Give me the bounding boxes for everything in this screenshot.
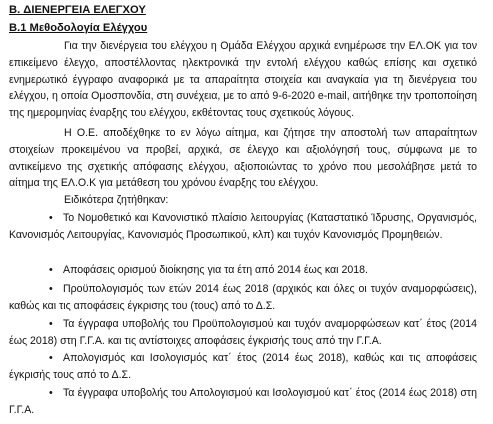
list-item <box>9 281 477 315</box>
list-item-text: Προϋπολογισμός των ετών 2014 έως 2018 (αρχικός και όλες οι τυχόν αναμορφώσεις), καθώς και τις αποφάσεις έγκρισης του (τους) από το Δ.Σ. <box>9 283 477 312</box>
list-item <box>9 316 477 350</box>
list-item-text: Το Νομοθετικό και Κανονιστικό πλαίσιο λειτουργίας (Καταστατικό Ίδρυσης, Οργανισμός, Κανονισμός Λειτουργίας, Κανονισμός Προσωπικού, κλπ) και τυχόν Κανονισμός Προμηθειών. <box>9 212 477 241</box>
paragraph-requested: Ειδικότερα ζητήθηκαν: <box>64 194 169 206</box>
subsection-title: B.1 Μεθοδολογία Ελέγχου <box>9 22 148 34</box>
paragraph-acceptance: Η Ο.Ε. αποδέχθηκε το εν λόγω αίτημα, και ζήτησε την αποστολή των απαραίτητων στοιχείων προκειμένου να προβεί, αρχικά, σε έλεγχο και αξιολόγησή τους, σύμφωνα με το αντικείμενο της σχετικής απόφασης ελέγχου, αξιοποιώντας το χρόνο που μεσολάβησε μετά το αίτημα της ΕΛ.Ο.Κ για μετάθεση του χρόνου έναρξης του ελέγχου. <box>9 127 477 190</box>
list-item <box>9 262 477 279</box>
list-item-text: Τα έγγραφα υποβολής του Απολογισμού και Ισολογισμού κατ΄ έτος (2014 έως 2018) στη Γ.Γ.Α. <box>9 387 477 416</box>
bullet-icon: • <box>49 264 53 276</box>
bullet-icon: • <box>49 387 53 399</box>
list-item <box>9 210 477 244</box>
list-item-text: Απολογισμός και Ισολογισμός κατ΄ έτος (2014 έως 2018), καθώς και τις αποφάσεις έγκρισής τους από το Δ.Σ. <box>9 352 477 381</box>
section-title: B. ΔΙΕΝΕΡΓΕΙΑ ΕΛΕΓΧΟΥ <box>9 4 146 16</box>
bullet-icon: • <box>49 283 53 295</box>
list-item <box>9 385 477 419</box>
bullet-icon: • <box>49 212 53 224</box>
paragraph-intro: Για την διενέργεια του ελέγχου η Ομάδα Ελέγχου αρχικά ενημέρωσε την ΕΛ.ΟΚ για τον επικείμενο έλεγχο, αποστέλλοντας ηλεκτρονικά την εντολή ελέγχου καθώς επίσης και σχετικό ενημερωτικό έγγραφο αναφορικά με τα απαραίτητα στοιχεία και αναγκαία για τη διενέργεια του ελέγχου, η οποία Ομοσπονδία, στη συνέχεια, με το από 9-6-2020 e-mail, αιτήθηκε την τροποποίηση της ημερομηνίας έναρξης του ελέγχου, εκθέτοντας τους σχετικούς λόγους. <box>9 40 477 120</box>
bullet-icon: • <box>49 318 53 330</box>
bullet-icon: • <box>49 352 53 364</box>
list-item <box>9 350 477 384</box>
list-item-text: Τα έγγραφα υποβολής του Προϋπολογισμού και τυχόν αναμορφώσεων κατ΄ έτος (2014 έως 2018) στη Γ.Γ.Α. και τις αντίστοιχες αποφάσεις έγκρισής τους από την Γ.Γ.Α. <box>9 318 477 347</box>
list-item-text: Αποφάσεις ορισμού διοίκησης για τα έτη από 2014 έως και 2018. <box>63 264 368 276</box>
